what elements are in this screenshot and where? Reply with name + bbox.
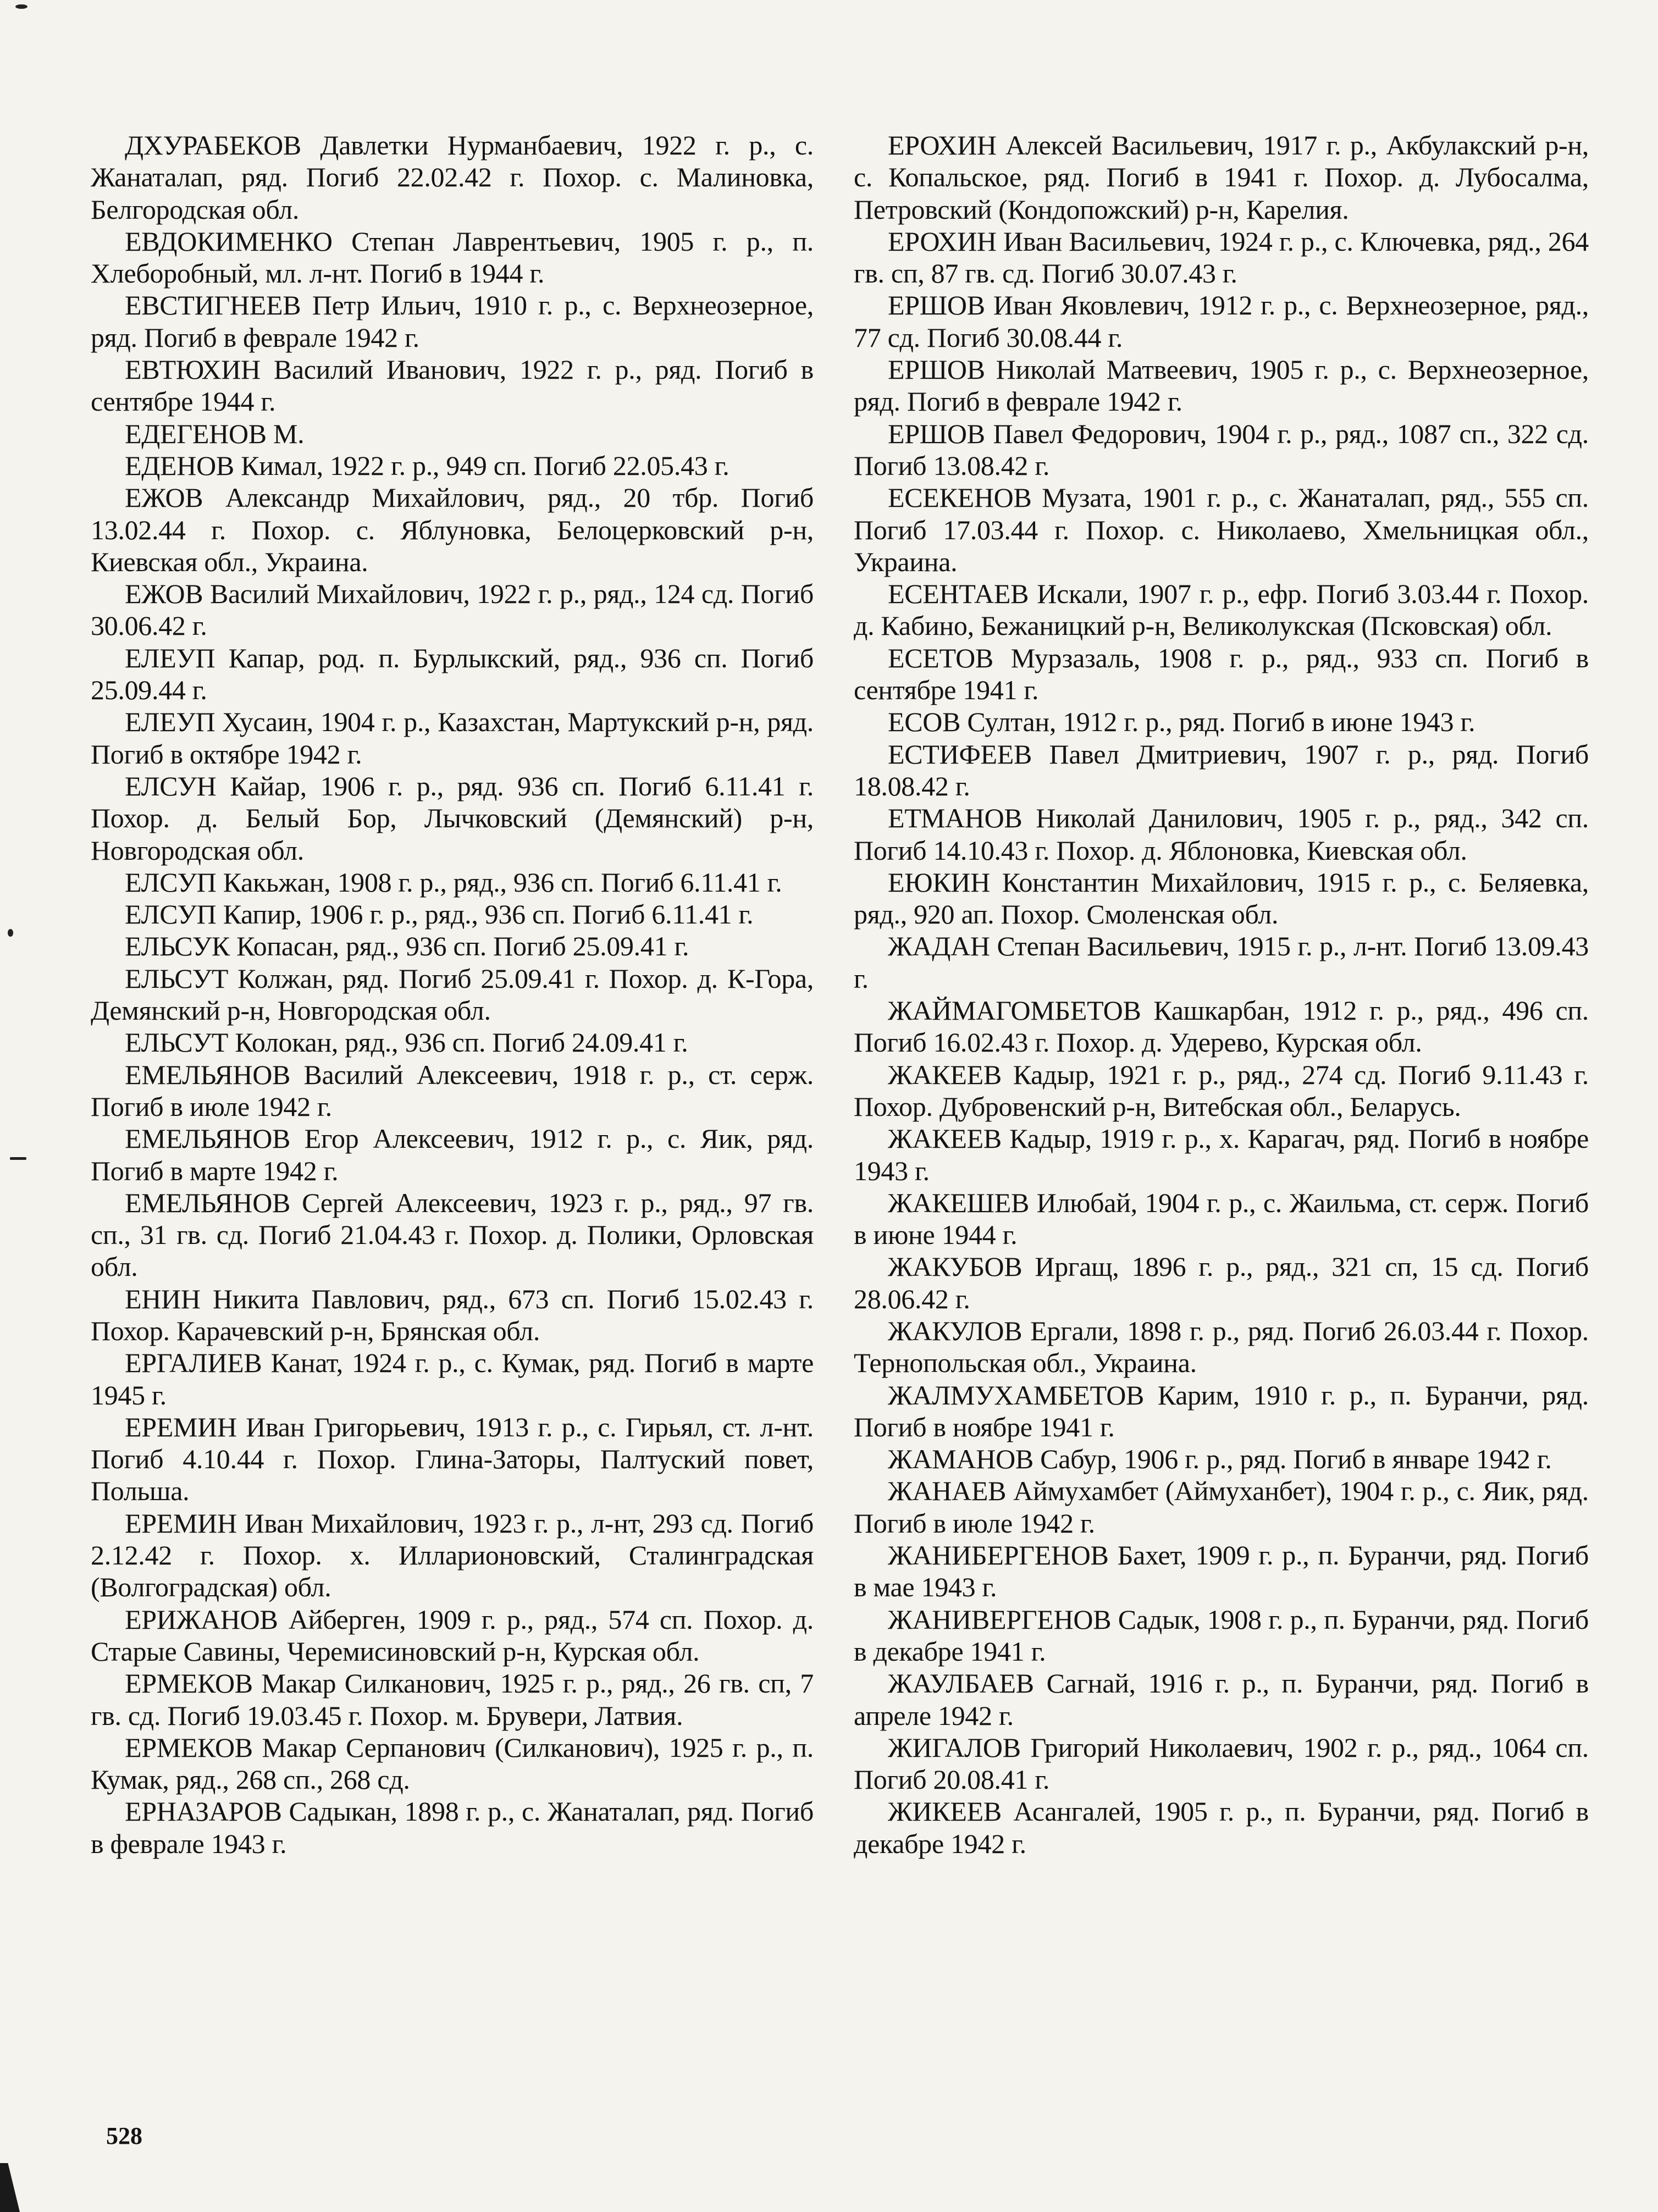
entry: ЕМЕЛЬЯНОВ Егор Алексеевич, 1912 г. р., с. Яик, ряд. Погиб в марте 1942 г. [91, 1123, 814, 1186]
entry: ЖАКУБОВ Иргащ, 1896 г. р., ряд., 321 сп, 15 сд. Погиб 28.06.42 г. [854, 1251, 1589, 1314]
entry: ЕЖОВ Василий Михайлович, 1922 г. р., ряд., 124 сд. Погиб 30.06.42 г. [91, 578, 814, 642]
entry: ЕВДОКИМЕНКО Степан Лаврентьевич, 1905 г. р., п. Хлеборобный, мл. л-нт. Погиб в 1944 г. [91, 225, 814, 289]
entry: ЖАДАН Степан Васильевич, 1915 г. р., л-нт. Погиб 13.09.43 г. [854, 931, 1589, 994]
entry: ЕРГАЛИЕВ Канат, 1924 г. р., с. Кумак, ряд. Погиб в марте 1945 г. [91, 1347, 814, 1411]
entry: ЖАКЕЕВ Кадыр, 1919 г. р., х. Карагач, ряд. Погиб в ноябре 1943 г. [854, 1123, 1589, 1186]
entry: ЕЛСУП Какьжан, 1908 г. р., ряд., 936 сп. Погиб 6.11.41 г. [125, 866, 782, 898]
entry: ЖАКЕЕВ Кадыр, 1921 г. р., ряд., 274 сд. Погиб 9.11.43 г. Похор. Дубровенский р-н, Витебская обл., Беларусь. [854, 1059, 1589, 1122]
entry: ЖАНИВЕРГЕНОВ Садык, 1908 г. р., п. Буранчи, ряд. Погиб в декабре 1941 г. [854, 1603, 1589, 1667]
scan-speck [8, 929, 13, 937]
entry: ЖАЛМУХАМБЕТОВ Карим, 1910 г. р., п. Буранчи, ряд. Погиб в ноябре 1941 г. [854, 1379, 1589, 1442]
scan-edge-mark [0, 2163, 20, 2212]
entry: ЕРНАЗАРОВ Садыкан, 1898 г. р., с. Жанаталап, ряд. Погиб в феврале 1943 г. [91, 1796, 814, 1859]
entry: ЕВСТИГНЕЕВ Петр Ильич, 1910 г. р., с. Верхнеозерное, ряд. Погиб в феврале 1942 г. [91, 290, 814, 353]
entry: ЕСТИФЕЕВ Павел Дмитриевич, 1907 г. р., ряд. Погиб 18.08.42 г. [854, 738, 1589, 801]
entry: ЖАКЕШЕВ Илюбай, 1904 г. р., с. Жаильма, ст. серж. Погиб в июне 1944 г. [854, 1187, 1589, 1251]
entry: ДХУРАБЕКОВ Давлетки Нурманбаевич, 1922 г. р., с. Жанаталап, ряд. Погиб 22.02.42 г. Похор. с. Малиновка, Белгородская обл. [91, 130, 814, 225]
entry: ЕРМЕКОВ Макар Серпанович (Силканович), 1925 г. р., п. Кумак, ряд., 268 сп., 268 сд. [91, 1732, 814, 1795]
entry: ЕЛСУН Кайар, 1906 г. р., ряд. 936 сп. Погиб 6.11.41 г. Похор. д. Белый Бор, Лычковский (Демянский) р-н, Новгородская обл. [91, 770, 814, 866]
entry: ЕРШОВ Павел Федорович, 1904 г. р., ряд., 1087 сп., 322 сд. Погиб 13.08.42 г. [854, 418, 1589, 481]
entry: ЖАУЛБАЕВ Сагнай, 1916 г. р., п. Буранчи, ряд. Погиб в апреле 1942 г. [854, 1668, 1589, 1731]
entry: ЕЛСУП Капир, 1906 г. р., ряд., 936 сп. Погиб 6.11.41 г. [125, 899, 754, 930]
entry: ЕСЕКЕНОВ Музата, 1901 г. р., с. Жанаталап, ряд., 555 сп. Погиб 17.03.44 г. Похор. с. Николаево, Хмельницкая обл., Украина. [854, 482, 1589, 577]
entry: ЕТМАНОВ Николай Данилович, 1905 г. р., ряд., 342 сп. Погиб 14.10.43 г. Похор. д. Яблоновка, Киевская обл. [854, 803, 1589, 866]
entry: ЕНИН Никита Павлович, ряд., 673 сп. Погиб 15.02.43 г. Похор. Карачевский р-н, Брянская обл. [91, 1283, 814, 1346]
scan-speck [10, 1157, 26, 1160]
entry: ЕСЕНТАЕВ Искали, 1907 г. р., ефр. Погиб 3.03.44 г. Похор. д. Кабино, Бежаницкий р-н, Великолукская (Псковская) обл. [854, 578, 1589, 642]
entry: ЕЛЬСУТ Колжан, ряд. Погиб 25.09.41 г. Похор. д. К-Гора, Демянский р-н, Новгородская обл. [91, 963, 814, 1026]
entry: ЕРОХИН Иван Васильевич, 1924 г. р., с. Ключевка, ряд., 264 гв. сп, 87 гв. сд. Погиб 30.07.43 г. [854, 225, 1589, 289]
entry: ЖАКУЛОВ Ергали, 1898 г. р., ряд. Погиб 26.03.44 г. Похор. Тернопольская обл., Украина. [854, 1315, 1589, 1379]
entry: ЕМЕЛЬЯНОВ Василий Алексеевич, 1918 г. р., ст. серж. Погиб в июле 1942 г. [91, 1059, 814, 1122]
page-number: 528 [106, 2122, 142, 2149]
right-column [854, 129, 1589, 1860]
entry: ЕЛЬСУК Копасан, ряд., 936 сп. Погиб 25.09.41 г. [125, 931, 689, 962]
left-column [91, 129, 814, 1860]
entry: ЕЛЬСУТ Колокан, ряд., 936 сп. Погиб 24.09.41 г. [125, 1027, 688, 1058]
entry: ЕЛЕУП Хусаин, 1904 г. р., Казахстан, Мартукский р-н, ряд. Погиб в октябре 1942 г. [91, 706, 814, 770]
entry: ЖИГАЛОВ Григорий Николаевич, 1902 г. р., ряд., 1064 сп. Погиб 20.08.41 г. [854, 1732, 1589, 1795]
scan-speck [15, 4, 27, 9]
entry: ЖИКЕЕВ Асангалей, 1905 г. р., п. Буранчи, ряд. Погиб в декабре 1942 г. [854, 1796, 1589, 1859]
entry: ЖАМАНОВ Сабур, 1906 г. р., ряд. Погиб в январе 1942 г. [888, 1444, 1552, 1475]
entry: ЕЮКИН Константин Михайлович, 1915 г. р., с. Беляевка, ряд., 920 ап. Похор. Смоленская обл. [854, 866, 1589, 930]
entry: ЕДЕГЕНОВ М. [125, 418, 305, 449]
entry: ЕЖОВ Александр Михайлович, ряд., 20 тбр. Погиб 13.02.44 г. Похор. с. Яблуновка, Белоцерковский р-н, Киевская обл., Украина. [91, 482, 814, 577]
entry: ЕДЕНОВ Кимал, 1922 г. р., 949 сп. Погиб 22.05.43 г. [125, 450, 729, 481]
entry: ЕВТЮХИН Василий Иванович, 1922 г. р., ряд. Погиб в сентябре 1944 г. [91, 354, 814, 417]
entry: ЖАНИБЕРГЕНОВ Бахет, 1909 г. р., п. Буранчи, ряд. Погиб в мае 1943 г. [854, 1540, 1589, 1603]
entry: ЕСОВ Султан, 1912 г. р., ряд. Погиб в июне 1943 г. [888, 706, 1475, 738]
entry: ЕРШОВ Николай Матвеевич, 1905 г. р., с. Верхнеозерное, ряд. Погиб в феврале 1942 г. [854, 354, 1589, 417]
entry: ЖАНАЕВ Аймухамбет (Аймуханбет), 1904 г. р., с. Яик, ряд. Погиб в июле 1942 г. [854, 1475, 1589, 1539]
entry: ЕМЕЛЬЯНОВ Сергей Алексеевич, 1923 г. р., ряд., 97 гв. сп., 31 гв. сд. Погиб 21.04.43 г. Похор. д. Полики, Орловская обл. [91, 1187, 814, 1282]
entry: ЕРМЕКОВ Макар Силканович, 1925 г. р., ряд., 26 гв. сп, 7 гв. сд. Погиб 19.03.45 г. Похор. м. Брувери, Латвия. [91, 1668, 814, 1731]
entry: ЕРШОВ Иван Яковлевич, 1912 г. р., с. Верхнеозерное, ряд., 77 сд. Погиб 30.08.44 г. [854, 290, 1589, 353]
entry: ЕРЕМИН Иван Михайлович, 1923 г. р., л-нт, 293 сд. Погиб 2.12.42 г. Похор. х. Илларионовский, Сталинградская (Волгоградская) обл. [91, 1507, 814, 1603]
entry: ЖАЙМАГОМБЕТОВ Кашкарбан, 1912 г. р., ряд., 496 сп. Погиб 16.02.43 г. Похор. д. Удерево, Курская обл. [854, 995, 1589, 1058]
entry: ЕРОХИН Алексей Васильевич, 1917 г. р., Акбулакский р-н, с. Копальское, ряд. Погиб в 1941 г. Похор. д. Лубосалма, Петровский (Кондопожский) р-н, Карелия. [854, 130, 1589, 225]
entry: ЕРИЖАНОВ Айберген, 1909 г. р., ряд., 574 сп. Похор. д. Старые Савины, Черемисиновский р-н, Курская обл. [91, 1603, 814, 1667]
entry: ЕСЕТОВ Мурзазаль, 1908 г. р., ряд., 933 сп. Погиб в сентябре 1941 г. [854, 642, 1589, 706]
entry: ЕРЕМИН Иван Григорьевич, 1913 г. р., с. Гирьял, ст. л-нт. Погиб 4.10.44 г. Похор. Глина-Заторы, Палтуский повет, Польша. [91, 1411, 814, 1507]
entry: ЕЛЕУП Капар, род. п. Бурлыкский, ряд., 936 сп. Погиб 25.09.44 г. [91, 642, 814, 706]
